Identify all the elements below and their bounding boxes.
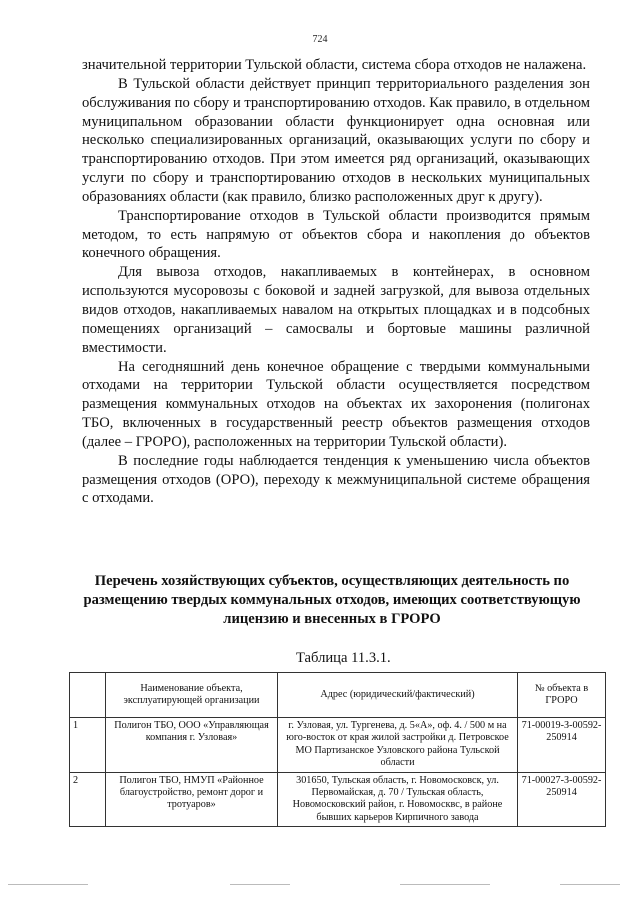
paragraph: В Тульской области действует принцип территориального разделения зон обслуживания по сбору и транспортированию отходов. Как правило, в отдельном муниципальном образовании области функционирует одна основная или несколько специализированных организаций, оказывающих услуги по сбору и транспортированию отходов. При этом имеется ряд организаций, оказывающих услуги по сбору и транспортированию отходов в нескольких муниципальных образованиях области (как правило, близко расположенных друг к другу).: [82, 75, 590, 205]
object-address: 301650, Тульская область, г. Новомосковск, ул. Первомайская, д. 70 / Тульская область, Новомосковский район, г. Новомосквс, в районе бывших карьеров Кирпичного завода: [278, 772, 518, 827]
table-header-row: [70, 673, 606, 718]
groro-number: 71-00027-З-00592-250914: [518, 772, 606, 827]
row-number: 1: [70, 718, 106, 773]
paragraph: В последние годы наблюдается тенденция к уменьшению числа объектов размещения отходов (ОРО), переходу к межмуниципальной системе обращения с отходами.: [82, 452, 590, 507]
table-row: [70, 718, 606, 773]
scan-artifact-line: [8, 884, 88, 885]
groro-number: 71-00019-З-00592-250914: [518, 718, 606, 773]
header-code: № объекта в ГРОРО: [518, 673, 606, 718]
scan-artifact-line: [400, 884, 490, 885]
registry-table: [69, 672, 606, 827]
object-address: г. Узловая, ул. Тургенева, д. 5«А», оф. 4. / 500 м на юго-восток от края жилой застройки д. Петровское МО Партизанское Узловского района Тульской области: [278, 718, 518, 773]
object-name: Полигон ТБО, ООО «Управляющая компания г. Узловая»: [106, 718, 278, 773]
table-caption: Таблица 11.3.1.: [296, 650, 391, 666]
scan-artifact-line: [230, 884, 290, 885]
paragraph: Транспортирование отходов в Тульской области производится прямым методом, то есть напрямую от объектов сбора и накопления до объектов конечного обращения.: [82, 207, 590, 262]
paragraph: значительной территории Тульской области, система сбора отходов не налажена.: [82, 57, 587, 73]
page-number: 724: [312, 34, 328, 45]
header-num: [70, 673, 106, 718]
row-number: 2: [70, 772, 106, 827]
scan-artifact-line: [560, 884, 620, 885]
table-row: [70, 772, 606, 827]
body-text: [82, 56, 590, 508]
paragraph: На сегодняшний день конечное обращение с твердыми коммунальными отходами на территории Тульской области осуществляется посредством размещения коммунальных отходов на объектах их захоронения (полигонах ТБО, включенных в государственный реестр объектов размещения отходов (далее – ГРОРО), расположенных на территории Тульской области).: [82, 358, 590, 450]
paragraph: Для вывоза отходов, накапливаемых в контейнерах, в основном используются мусоровозы с боковой и задней загрузкой, для вывоза отдельных видов отходов, накапливаемых навалом на открытых площадках и в подсобных помещениях организаций – самосвалы и бортовые машины различной вместимости.: [82, 264, 590, 356]
header-address: Адрес (юридический/фактический): [278, 673, 518, 718]
header-name: Наименование объекта, эксплуатирующей организации: [106, 673, 278, 718]
section-heading: Перечень хозяйствующих субъектов, осуществляющих деятельность по размещению твердых коммунальных отходов, имеющих соответствующую лицензию и внесенных в ГРОРО: [83, 573, 581, 627]
object-name: Полигон ТБО, НМУП «Районное благоустройство, ремонт дорог и тротуаров»: [106, 772, 278, 827]
